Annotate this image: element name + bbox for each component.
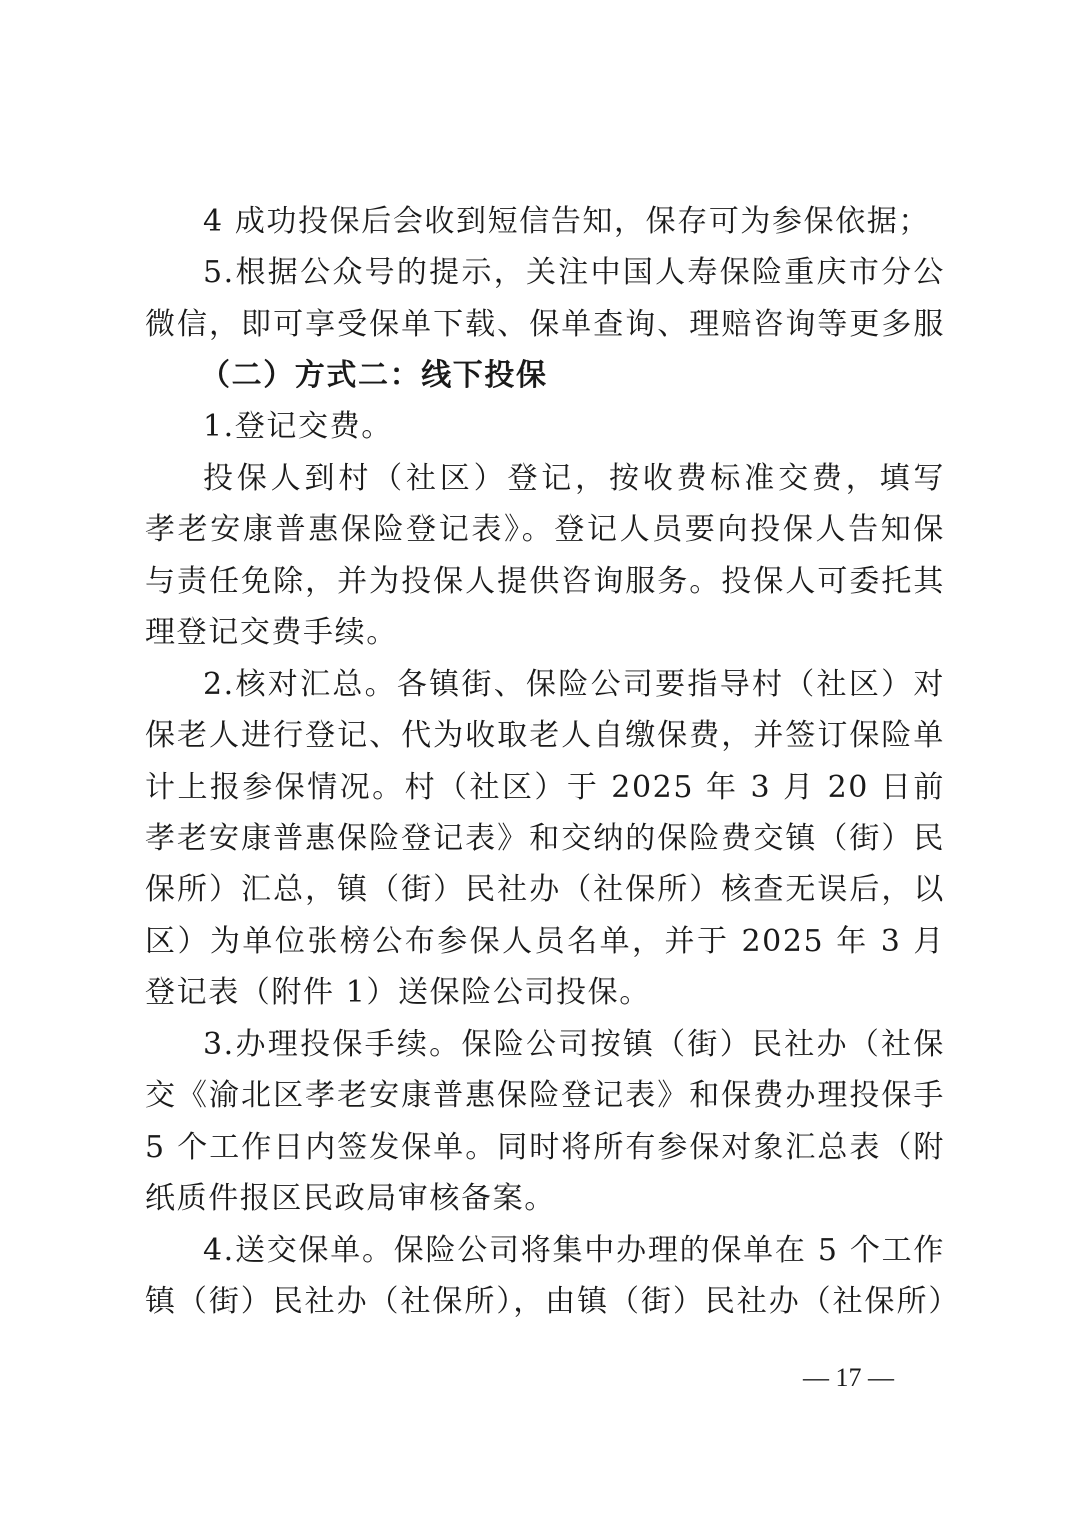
section-heading: （二）方式二：线下投保	[200, 358, 548, 393]
paragraph-line: 孝老安康普惠保险登记表》和交纳的保险费交镇（街）民	[145, 821, 945, 856]
paragraph-line: 微信，即可享受保单下载、保单查询、理赔咨询等更多服	[145, 307, 945, 342]
paragraph-line: 交《渝北区孝老安康普惠保险登记表》和保费办理投保手	[145, 1078, 945, 1113]
paragraph-line: 纸质件报区民政局审核备案。	[145, 1181, 556, 1216]
paragraph-line: 保老人进行登记、代为收取老人自缴保费，并签订保险单	[145, 718, 945, 753]
paragraph-line: 孝老安康普惠保险登记表》。登记人员要向投保人告知保	[145, 512, 945, 547]
paragraph-line: 2.核对汇总。各镇街、保险公司要指导村（社区）对	[203, 667, 945, 702]
paragraph-line: 4 成功投保后会收到短信告知，保存可为参保依据；	[203, 204, 931, 239]
paragraph-line: 区）为单位张榜公布参保人员名单，并于 2025 年 3 月	[145, 924, 945, 959]
paragraph-line: 保所）汇总，镇（街）民社办（社保所）核查无误后，以	[145, 872, 945, 907]
paragraph-line: 镇（街）民社办（社保所），由镇（街）民社办（社保所）	[145, 1284, 945, 1319]
paragraph-line: 投保人到村（社区）登记，按收费标准交费，填写	[203, 461, 945, 496]
paragraph-line: 3.办理投保手续。保险公司按镇（街）民社办（社保	[203, 1027, 945, 1062]
paragraph-line: 登记表（附件 1）送保险公司投保。	[145, 975, 651, 1010]
paragraph-line: 1.登记交费。	[203, 409, 393, 444]
paragraph-line: 5 个工作日内签发保单。同时将所有参保对象汇总表（附	[145, 1130, 945, 1165]
paragraph-line: 与责任免除，并为投保人提供咨询服务。投保人可委托其	[145, 564, 945, 599]
paragraph-line: 计上报参保情况。村（社区）于 2025 年 3 月 20 日前	[145, 770, 945, 805]
page-number: — 17 —	[803, 1363, 894, 1392]
paragraph-line: 理登记交费手续。	[145, 615, 398, 650]
paragraph-line: 5.根据公众号的提示，关注中国人寿保险重庆市分公	[203, 255, 945, 290]
paragraph-line: 4.送交保单。保险公司将集中办理的保单在 5 个工作	[203, 1233, 945, 1268]
